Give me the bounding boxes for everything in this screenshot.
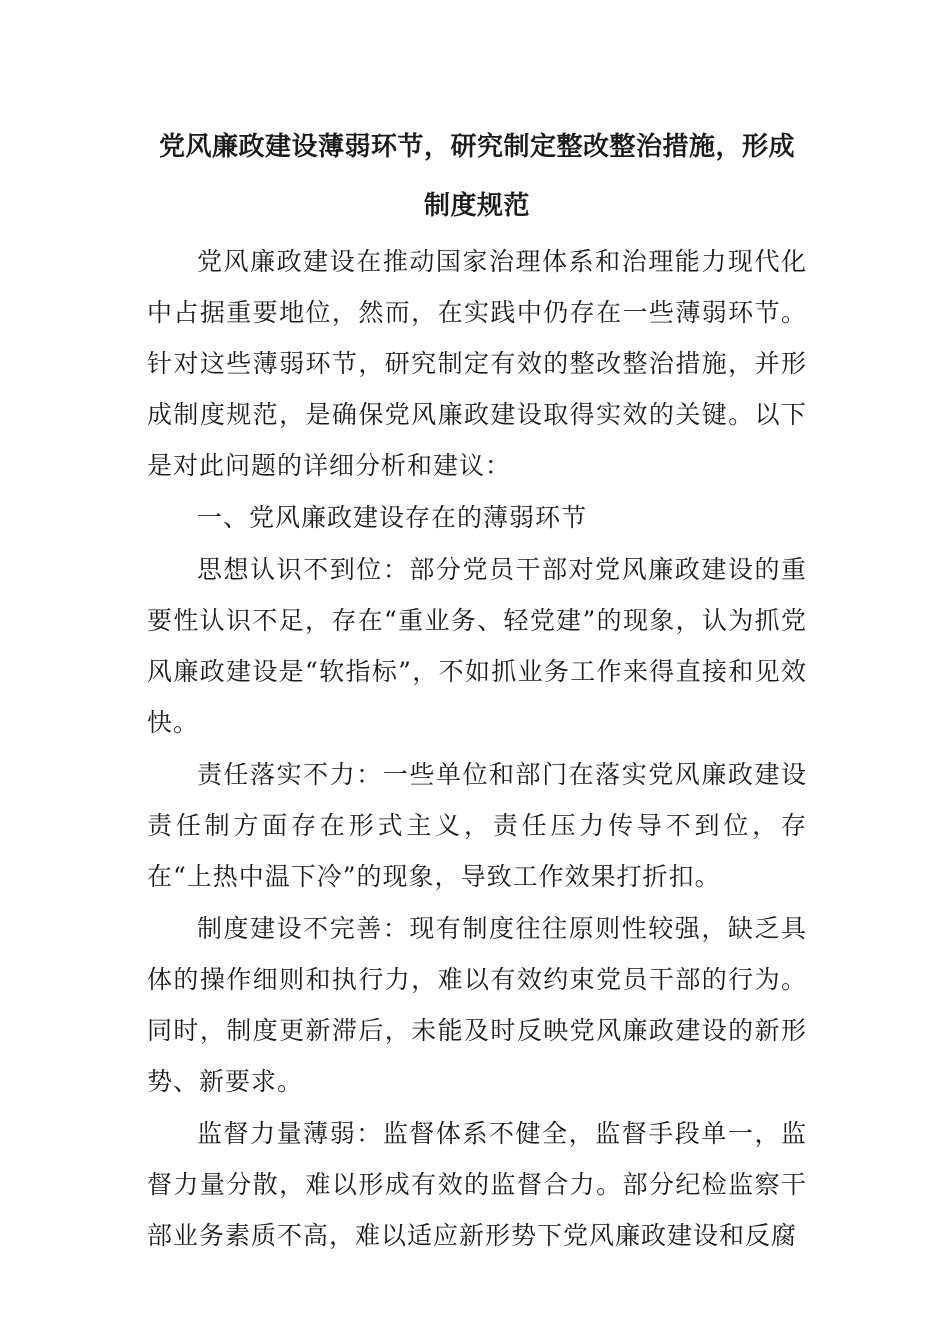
section-heading: 一、党风廉政建设存在的薄弱环节 [197,503,588,532]
paragraph-thought-awareness: 思想认识不到位：部分党员干部对党风廉政建设的重要性认识不足，存在“重业务、轻党建”的现象，认为抓党风廉政建设是“软指标”，不如抓业务工作来得直接和见效快。 [147,555,807,737]
paragraph-supervision: 监督力量薄弱：监督体系不健全，监督手段单一，监督力量分散，难以形成有效的监督合力。部分纪检监察干部业务素质不高，难以适应新形势下党风廉政建设和反腐 [147,1119,807,1250]
paragraph-responsibility: 责任落实不力：一些单位和部门在落实党风廉政建设责任制方面存在形式主义，责任压力传导不到位，存在“上热中温下冷”的现象，导致工作效果打折扣。 [147,760,807,891]
paragraph-system-building: 制度建设不完善：现有制度往往原则性较强，缺乏具体的操作细则和执行力，难以有效约束党员干部的行为。同时，制度更新滞后，未能及时反映党风廉政建设的新形势、新要求。 [147,914,807,1096]
document-page [147,118,807,1261]
intro-paragraph: 党风廉政建设在推动国家治理体系和治理能力现代化中占据重要地位，然而，在实践中仍存在一些薄弱环节。针对这些薄弱环节，研究制定有效的整改整治措施，并形成制度规范，是确保党风廉政建设取得实效的关键。以下是对此问题的详细分析和建议： [147,247,807,480]
document-title: 党风廉政建设薄弱环节，研究制定整改整治措施，形成制度规范 [158,132,795,221]
